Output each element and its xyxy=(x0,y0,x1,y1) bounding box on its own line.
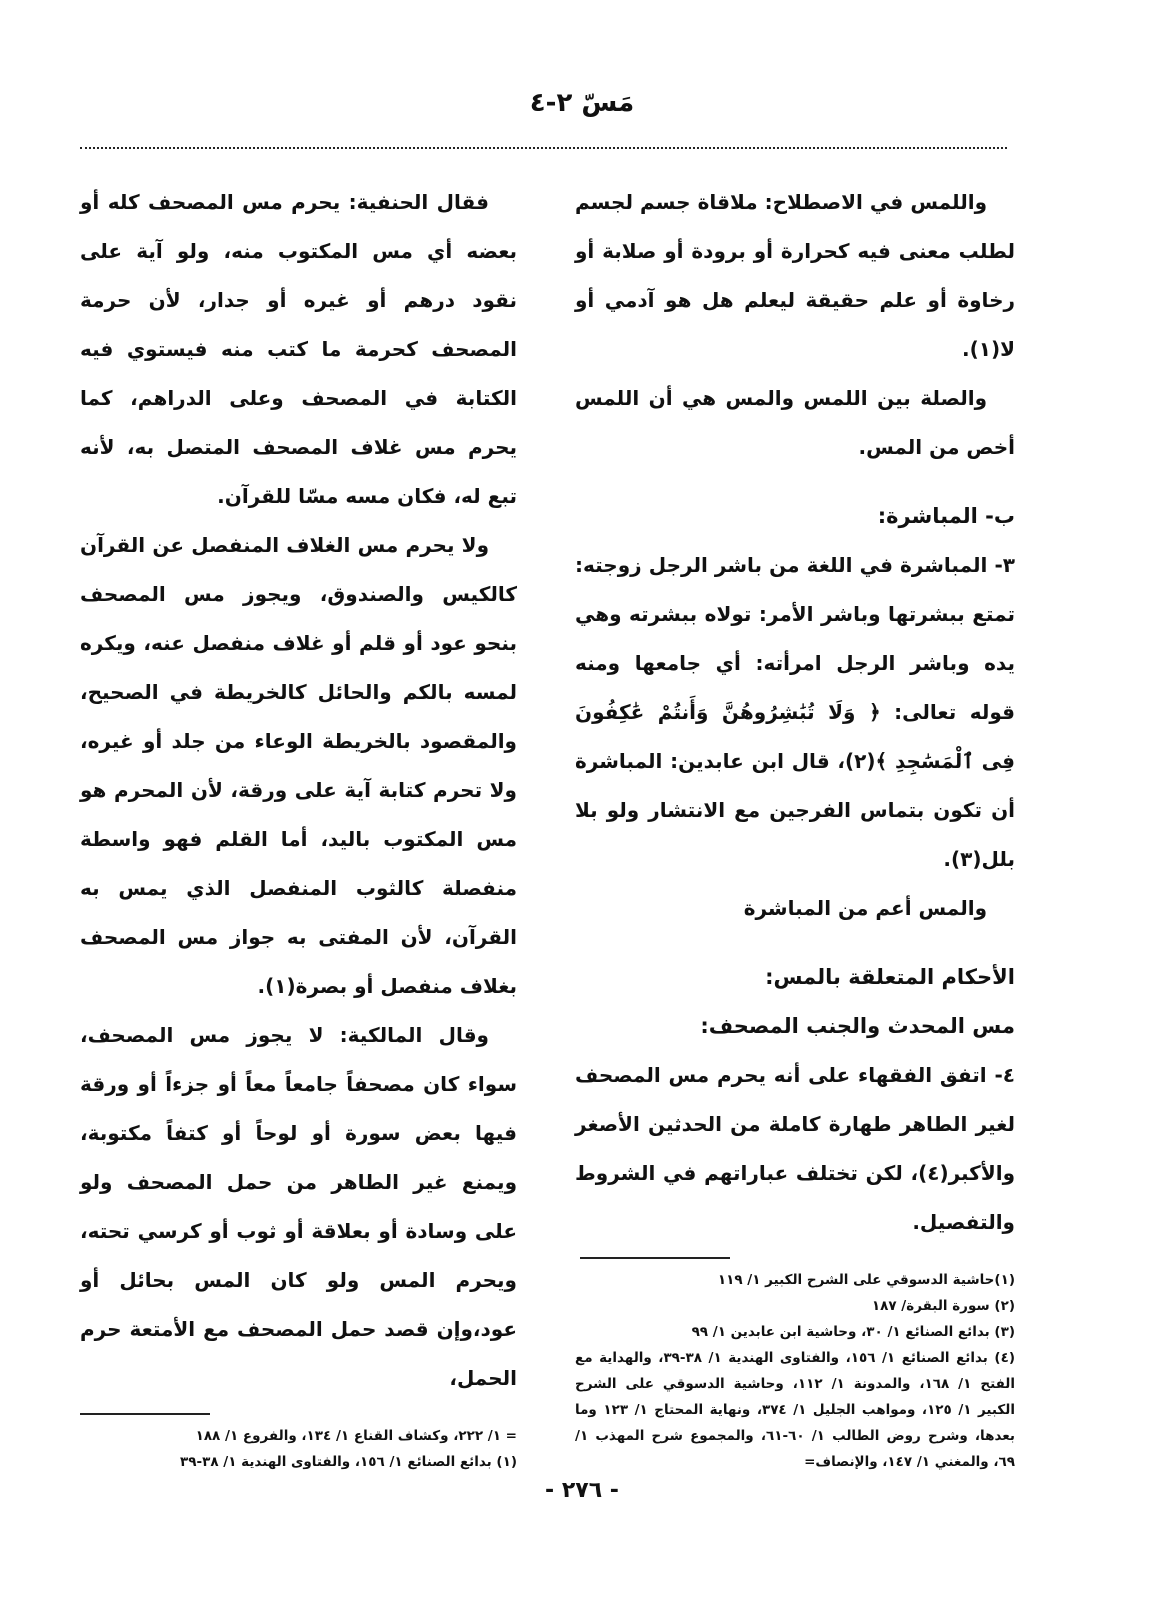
footnote-rule xyxy=(580,1257,730,1259)
footnote: (٢) سورة البقرة/ ١٨٧ xyxy=(871,1298,1015,1314)
paragraph-ittifaq-text: اتفق الفقهاء على أنه يحرم مس المصحف لغير الطاهر طهارة كاملة من الحدثين الأصغر والأكبر(٤)، لكن تختلف عباراتهم في الشروط والتفصيل. xyxy=(575,1063,1015,1234)
section-heading-ahkam: الأحكام المتعلقة بالمس: xyxy=(765,965,1015,989)
right-column xyxy=(575,178,1015,1475)
paragraph-ghilaf: ولا يحرم مس الغلاف المنفصل عن القرآن كالكيس والصندوق، ويجوز مس المصحف بنحو عود أو قلم أو غلاف منفصل عنه، ويكره لمسه بالكم والحائل كالخريطة في الصحيح، والمقصود بالخريطة الوعاء من جلد أو غيره، ولا تحرم كتابة آية على ورقة، لأن المحرم هو مس المكتوب باليد، أما القلم فهو واسطة منفصلة كالثوب المنفصل الذي يمس به القرآن، لأن المفتى به جواز مس المصحف بغلاف منفصل أو بصرة(١). xyxy=(80,533,517,998)
paragraph-lams-definition: واللمس في الاصطلاح: ملاقاة جسم لجسم لطلب معنى فيه كحرارة أو برودة أو صلابة أو رخاوة أو علم حقيقة ليعلم هل هو آدمي أو لا(١). xyxy=(575,190,1015,361)
left-footnotes xyxy=(80,1423,517,1475)
footnote-rule xyxy=(80,1413,210,1415)
left-column xyxy=(80,178,517,1475)
paragraph-mubashara-relation: والمس أعم من المباشرة xyxy=(743,896,987,920)
subsection-heading-muhdith: مس المحدث والجنب المصحف: xyxy=(700,1014,1015,1038)
header-dotted-rule xyxy=(80,147,1007,149)
paragraph-number: ٤- xyxy=(994,1063,1015,1087)
footnote: (٣) بدائع الصنائع ١/ ٣٠، وحاشية ابن عابدين ١/ ٩٩ xyxy=(691,1324,1015,1340)
paragraph-hanafiyya: فقال الحنفية: يحرم مس المصحف كله أو بعضه أي مس المكتوب منه، ولو آية على نقود درهم أو غيره أو جدار، لأن حرمة المصحف كحرمة ما كتب منه فيستوي فيه الكتابة في المصحف وعلى الدراهم، كما يحرم مس غلاف المصحف المتصل به، لأنه تبع له، فكان مسه مسّا للقرآن. xyxy=(80,190,517,508)
paragraph-mubashara xyxy=(575,541,1015,884)
running-header: مَسّ ٢-٤ xyxy=(529,88,635,118)
paragraph-lams-relation: والصلة بين اللمس والمس هي أن اللمس أخص من المس. xyxy=(575,386,1015,459)
footnote: (١) بدائع الصنائع ١/ ١٥٦، والفتاوى الهندية ١/ ٣٨-٣٩ xyxy=(179,1454,517,1470)
paragraph-ittifaq xyxy=(575,1051,1015,1247)
paragraph-malikiyya: وقال المالكية: لا يجوز مس المصحف، سواء كان مصحفاً جامعاً معاً أو جزءاً أو ورقة فيها بعض سورة أو لوحاً أو كتفاً مكتوبة، ويمنع غير الطاهر من حمل المصحف ولو على وسادة أو بعلاقة أو ثوب أو كرسي تحته، ويحرم المس ولو كان المس بحائل أو عود،وإن قصد حمل المصحف مع الأمتعة حرم الحمل، xyxy=(80,1023,517,1390)
footnote: (٤) بدائع الصنائع ١/ ١٥٦، والفتاوى الهندية ١/ ٣٨-٣٩، والهداية مع الفتح ١/ ١٦٨، والمدونة ١/ ١١٢، وحاشية الدسوقي على الشرح الكبير ١/ ١٢٥، ومواهب الجليل ١/ ٣٧٤، ونهاية المحتاج ١/ ١٢٣ وما بعدها، وشرح روض الطالب ١/ ٦٠-٦١، والمجموع شرح المهذب ١/ ٦٩، والمغني ١/ ١٤٧، والإنصاف= xyxy=(575,1350,1016,1470)
right-footnotes xyxy=(575,1267,1015,1475)
footnote: (١)حاشية الدسوقي على الشرح الكبير ١/ ١١٩ xyxy=(717,1272,1015,1288)
paragraph-number: ٣- xyxy=(994,553,1015,577)
paragraph-mubashara-text: المباشرة في اللغة من باشر الرجل زوجته: تمتع ببشرتها وباشر الأمر: تولاه ببشرته وهي يده وباشر الرجل امرأته: أي جامعها ومنه قوله تعالى: ﴿ وَلَا تُبَٰشِرُوهُنَّ وَأَنتُمْ عَٰكِفُونَ فِى ٱلْمَسَٰجِدِ ﴾(٢)، قال ابن عابدين: المباشرة أن تكون بتماس الفرجين مع الانتشار ولو بلا بلل(٣). xyxy=(575,553,1015,871)
footnote: = ١/ ٢٢٢، وكشاف القناع ١/ ١٣٤، والفروع ١/ ١٨٨ xyxy=(195,1428,517,1444)
page-number: - ٢٧٦ - xyxy=(545,1478,619,1503)
section-heading-mubashara: ب- المباشرة: xyxy=(877,504,1015,528)
